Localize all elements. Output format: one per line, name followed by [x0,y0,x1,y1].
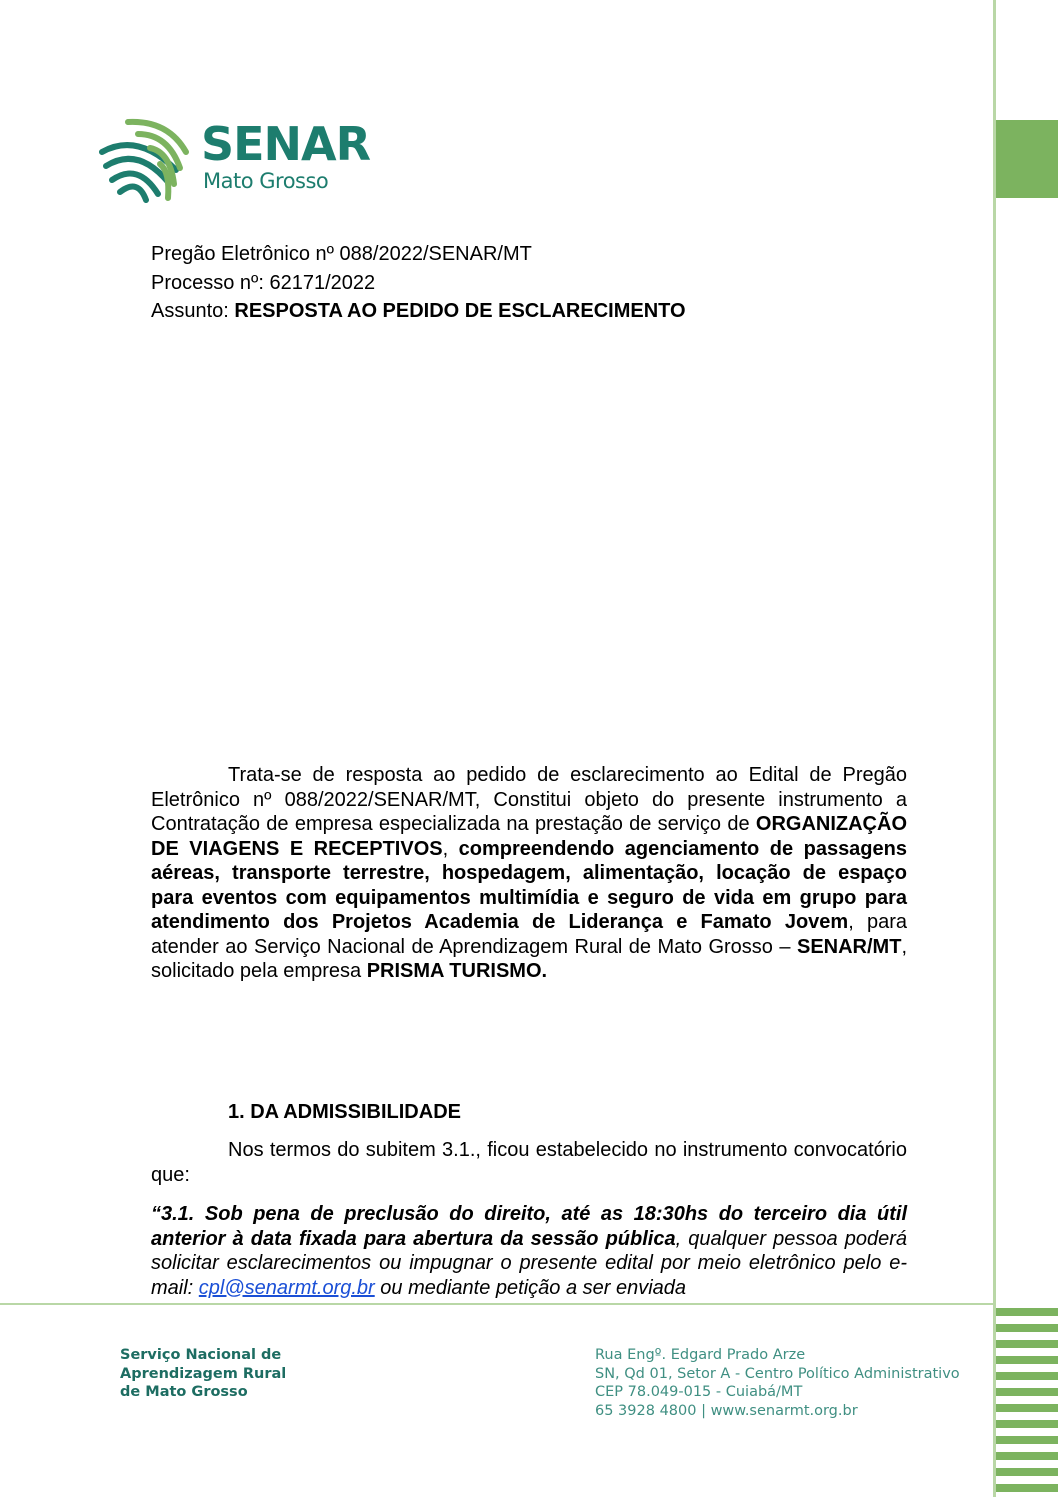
footer-divider [0,1303,993,1305]
section-title: 1. DA ADMISSIBILIDADE [228,1101,461,1123]
intro-text-2: , [442,837,459,860]
intro-bold-3: SENAR/MT [796,935,902,958]
intro-bold-2: compreendendo agenciamento de passagens aéreas, transporte terrestre, hospedagem, alimentação, locação de espaço para eventos com equipamentos multimídia e seguro de vida em grupo para atendimento dos Projetos Academia de Liderança e Famato Jovem [151,837,907,933]
footer-address-line: CEP 78.049-015 - Cuiabá/MT [595,1384,803,1400]
footer-contact-line: 65 3928 4800 | www.senarmt.org.br [595,1402,858,1419]
footer-org-line: Serviço Nacional de [120,1347,282,1363]
intro-text-1: Trata-se de resposta ao pedido de esclarecimento ao Edital de Pregão Eletrônico nº 088/2022/SENAR/MT, Constitui objeto do presente instrumento a Contratação de empresa especializada na prestação de serviço de [151,764,907,835]
subject-value: RESPOSTA AO PEDIDO DE ESCLARECIMENTO [234,300,686,322]
quote-text: , qualquer pessoa poderá solicitar esclarecimentos ou impugnar o presente edital por meio eletrônico pelo e-mail: [151,1227,907,1299]
subject-line [151,297,686,326]
senar-logo [98,112,388,207]
quote-paragraph [151,1202,907,1300]
quote-bold: “3.1. Sob pena de preclusão do direito, até as 18:30hs do terceiro dia útil anterior à data fixada para abertura da sessão pública [151,1203,907,1250]
footer-address [595,1346,960,1420]
subject-label: Assunto: [151,300,235,322]
footer-address-line: SN, Qd 01, Setor A - Centro Político Administrativo [595,1365,960,1382]
footer-address-line: Rua Engº. Edgard Prado Arze [595,1347,806,1363]
right-margin-rule [993,0,996,1497]
pregao-line: Pregão Eletrônico nº 088/2022/SENAR/MT [151,243,532,265]
intro-text-3: , para atender ao Serviço Nacional de Aprendizagem Rural de Mato Grosso – [151,911,907,958]
footer-org-line: Aprendizagem Rural [120,1365,287,1382]
intro-bold-1: ORGANIZAÇÃO DE VIAGENS E RECEPTIVOS [151,813,907,860]
intro-text-4: , solicitado pela empresa [151,935,907,982]
senar-logo-mark-icon [98,112,190,204]
green-accent-block [996,120,1058,198]
footer-org-name [120,1346,286,1402]
logo-subtitle: Mato Grosso [203,169,329,193]
intro-paragraph [151,763,907,984]
intro-bold-4: PRISMA TURISMO. [366,960,548,982]
footer-org-line: de Mato Grosso [120,1384,248,1400]
logo-title: SENAR [201,117,371,171]
processo-line: Processo nº: 62171/2022 [151,271,376,294]
document-header [151,240,686,326]
quote-tail: ou mediante petição a ser enviada [374,1276,687,1299]
email-link[interactable]: cpl@senarmt.org.br [198,1276,375,1299]
section-intro-paragraph: Nos termos do subitem 3.1., ficou estabelecido no instrumento convocatório que: [151,1139,907,1186]
footer-stripes [996,1308,1058,1493]
